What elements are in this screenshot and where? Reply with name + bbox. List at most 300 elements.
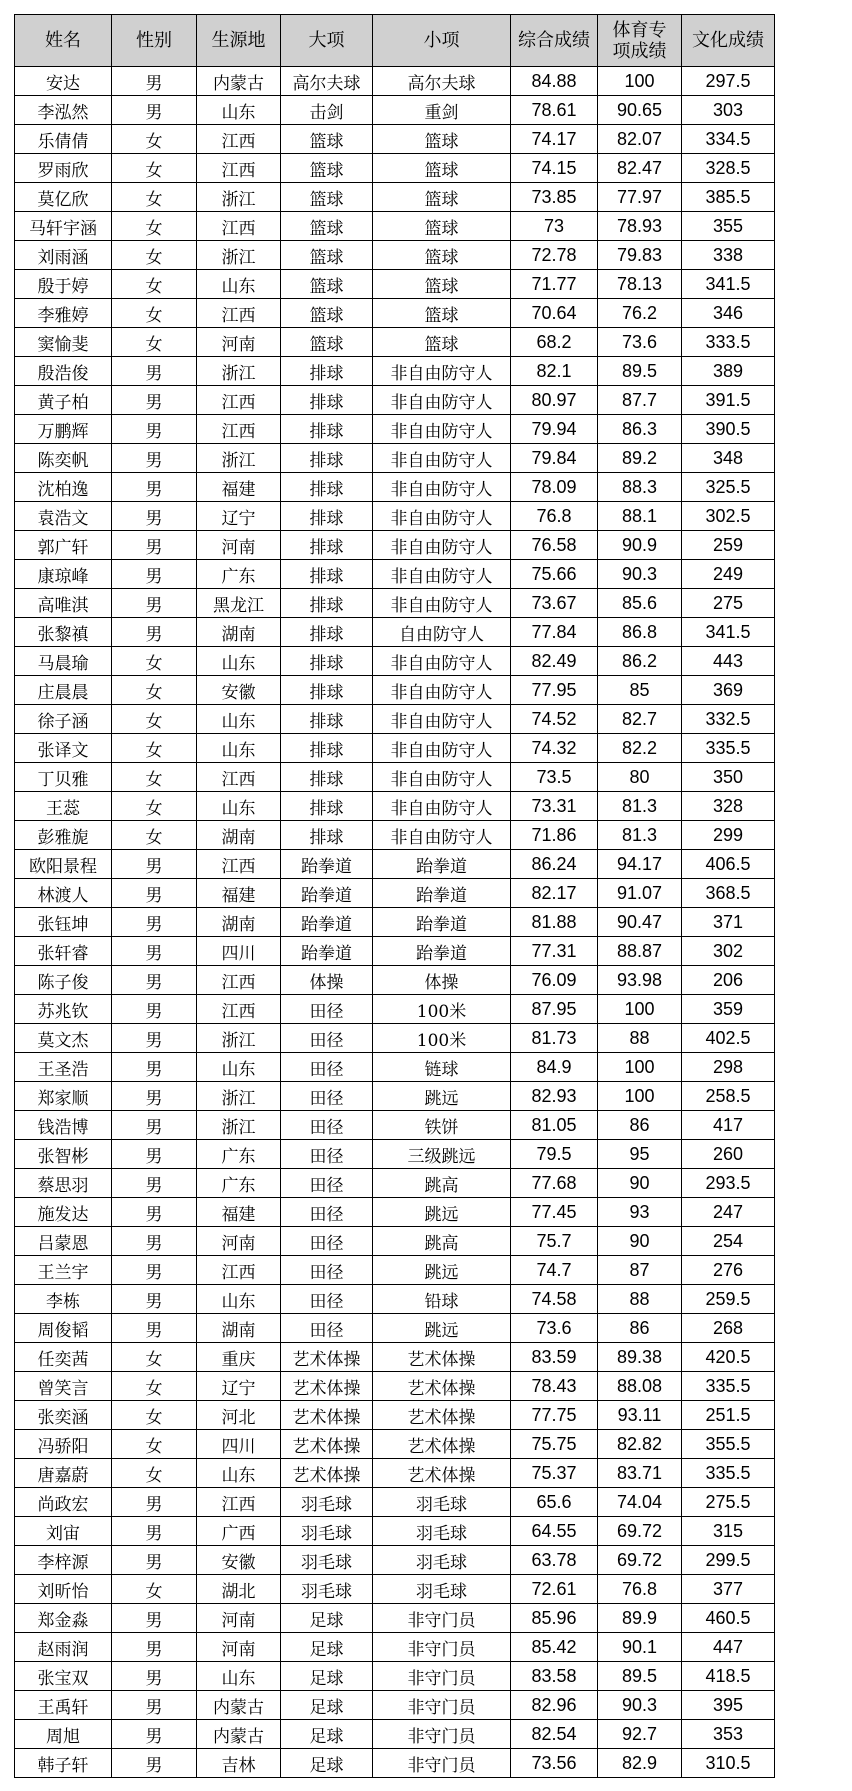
gender-cell: 男 (112, 1662, 197, 1691)
origin-cell: 江西 (197, 850, 281, 879)
name-cell: 张奕涵 (15, 1401, 112, 1430)
culture-score-cell: 369 (682, 676, 775, 705)
table-row (15, 1169, 775, 1198)
origin-cell: 山东 (197, 1459, 281, 1488)
table-row (15, 1517, 775, 1546)
sport-score-cell: 90.9 (598, 531, 682, 560)
gender-cell: 女 (112, 125, 197, 154)
sport-score-cell: 100 (598, 67, 682, 96)
name-cell: 周旭 (15, 1720, 112, 1749)
sport-score-cell: 82.7 (598, 705, 682, 734)
name-cell: 刘宙 (15, 1517, 112, 1546)
event-category-cell: 篮球 (281, 299, 373, 328)
sport-score-cell: 77.97 (598, 183, 682, 212)
table-row (15, 1372, 775, 1401)
origin-cell: 安徽 (197, 676, 281, 705)
culture-score-cell: 333.5 (682, 328, 775, 357)
gender-cell: 男 (112, 937, 197, 966)
header-overall-score: 综合成绩 (511, 15, 598, 67)
sub-event-cell: 非自由防守人 (373, 357, 511, 386)
sub-event-cell: 非自由防守人 (373, 705, 511, 734)
overall-score-cell: 84.9 (511, 1053, 598, 1082)
sub-event-cell: 非自由防守人 (373, 531, 511, 560)
sport-score-cell: 86.2 (598, 647, 682, 676)
gender-cell: 女 (112, 792, 197, 821)
table-row (15, 241, 775, 270)
origin-cell: 浙江 (197, 241, 281, 270)
culture-score-cell: 328.5 (682, 154, 775, 183)
origin-cell: 浙江 (197, 1024, 281, 1053)
origin-cell: 山东 (197, 1285, 281, 1314)
name-cell: 王禹轩 (15, 1691, 112, 1720)
origin-cell: 辽宁 (197, 1372, 281, 1401)
origin-cell: 湖南 (197, 618, 281, 647)
origin-cell: 黑龙江 (197, 589, 281, 618)
table-row (15, 299, 775, 328)
overall-score-cell: 78.43 (511, 1372, 598, 1401)
name-cell: 施发达 (15, 1198, 112, 1227)
header-culture-score: 文化成绩 (682, 15, 775, 67)
sport-score-cell: 69.72 (598, 1546, 682, 1575)
culture-score-cell: 298 (682, 1053, 775, 1082)
sport-score-cell: 82.07 (598, 125, 682, 154)
sub-event-cell: 非自由防守人 (373, 473, 511, 502)
sub-event-cell: 非自由防守人 (373, 415, 511, 444)
origin-cell: 吉林 (197, 1749, 281, 1778)
sport-score-cell: 90.1 (598, 1633, 682, 1662)
score-table (14, 14, 775, 1778)
overall-score-cell: 74.32 (511, 734, 598, 763)
event-category-cell: 排球 (281, 821, 373, 850)
culture-score-cell: 275 (682, 589, 775, 618)
origin-cell: 江西 (197, 299, 281, 328)
sport-score-cell: 80 (598, 763, 682, 792)
event-category-cell: 排球 (281, 618, 373, 647)
sport-score-cell: 90.3 (598, 560, 682, 589)
event-category-cell: 篮球 (281, 241, 373, 270)
sub-event-cell: 体操 (373, 966, 511, 995)
overall-score-cell: 72.61 (511, 1575, 598, 1604)
culture-score-cell: 355.5 (682, 1430, 775, 1459)
sub-event-cell: 三级跳远 (373, 1140, 511, 1169)
gender-cell: 男 (112, 1285, 197, 1314)
overall-score-cell: 77.45 (511, 1198, 598, 1227)
sub-event-cell: 非自由防守人 (373, 763, 511, 792)
table-row (15, 1256, 775, 1285)
sub-event-cell: 篮球 (373, 241, 511, 270)
origin-cell: 山东 (197, 792, 281, 821)
origin-cell: 江西 (197, 212, 281, 241)
name-cell: 罗雨欣 (15, 154, 112, 183)
table-row (15, 1488, 775, 1517)
name-cell: 高唯淇 (15, 589, 112, 618)
culture-score-cell: 460.5 (682, 1604, 775, 1633)
gender-cell: 女 (112, 212, 197, 241)
event-category-cell: 篮球 (281, 154, 373, 183)
sport-score-cell: 83.71 (598, 1459, 682, 1488)
table-row (15, 647, 775, 676)
culture-score-cell: 353 (682, 1720, 775, 1749)
gender-cell: 男 (112, 415, 197, 444)
table-row (15, 1082, 775, 1111)
overall-score-cell: 74.17 (511, 125, 598, 154)
table-row (15, 386, 775, 415)
sport-score-cell: 95 (598, 1140, 682, 1169)
sport-score-cell: 82.82 (598, 1430, 682, 1459)
overall-score-cell: 78.61 (511, 96, 598, 125)
event-category-cell: 篮球 (281, 183, 373, 212)
table-row (15, 966, 775, 995)
table-row (15, 618, 775, 647)
table-row (15, 67, 775, 96)
sub-event-cell: 跆拳道 (373, 908, 511, 937)
event-category-cell: 跆拳道 (281, 879, 373, 908)
culture-score-cell: 268 (682, 1314, 775, 1343)
gender-cell: 女 (112, 1459, 197, 1488)
gender-cell: 男 (112, 850, 197, 879)
overall-score-cell: 85.42 (511, 1633, 598, 1662)
overall-score-cell: 84.88 (511, 67, 598, 96)
overall-score-cell: 76.58 (511, 531, 598, 560)
table-row (15, 1720, 775, 1749)
culture-score-cell: 299 (682, 821, 775, 850)
event-category-cell: 跆拳道 (281, 908, 373, 937)
event-category-cell: 羽毛球 (281, 1575, 373, 1604)
overall-score-cell: 78.09 (511, 473, 598, 502)
gender-cell: 男 (112, 560, 197, 589)
event-category-cell: 排球 (281, 415, 373, 444)
sub-event-cell: 羽毛球 (373, 1546, 511, 1575)
gender-cell: 女 (112, 1575, 197, 1604)
sport-score-cell: 86.8 (598, 618, 682, 647)
origin-cell: 河南 (197, 1604, 281, 1633)
origin-cell: 福建 (197, 1198, 281, 1227)
gender-cell: 女 (112, 1343, 197, 1372)
table-header (15, 15, 775, 67)
overall-score-cell: 79.94 (511, 415, 598, 444)
name-cell: 彭雅旎 (15, 821, 112, 850)
gender-cell: 男 (112, 1227, 197, 1256)
name-cell: 尚政宏 (15, 1488, 112, 1517)
name-cell: 徐子涵 (15, 705, 112, 734)
culture-score-cell: 297.5 (682, 67, 775, 96)
origin-cell: 湖北 (197, 1575, 281, 1604)
name-cell: 周俊韬 (15, 1314, 112, 1343)
overall-score-cell: 74.7 (511, 1256, 598, 1285)
sport-score-cell: 88.1 (598, 502, 682, 531)
culture-score-cell: 332.5 (682, 705, 775, 734)
culture-score-cell: 377 (682, 1575, 775, 1604)
overall-score-cell: 77.84 (511, 618, 598, 647)
sub-event-cell: 跆拳道 (373, 879, 511, 908)
sport-score-cell: 93.98 (598, 966, 682, 995)
origin-cell: 浙江 (197, 1111, 281, 1140)
origin-cell: 江西 (197, 154, 281, 183)
gender-cell: 男 (112, 879, 197, 908)
culture-score-cell: 385.5 (682, 183, 775, 212)
origin-cell: 江西 (197, 966, 281, 995)
header-sub-event: 小项 (373, 15, 511, 67)
culture-score-cell: 391.5 (682, 386, 775, 415)
name-cell: 郭广轩 (15, 531, 112, 560)
event-category-cell: 田径 (281, 1285, 373, 1314)
overall-score-cell: 82.54 (511, 1720, 598, 1749)
gender-cell: 男 (112, 1720, 197, 1749)
sub-event-cell: 重剑 (373, 96, 511, 125)
origin-cell: 河南 (197, 1633, 281, 1662)
sport-score-cell: 73.6 (598, 328, 682, 357)
sub-event-cell: 篮球 (373, 183, 511, 212)
table-row (15, 937, 775, 966)
gender-cell: 男 (112, 1749, 197, 1778)
table-row (15, 763, 775, 792)
name-cell: 任奕茜 (15, 1343, 112, 1372)
overall-score-cell: 79.84 (511, 444, 598, 473)
sport-score-cell: 86 (598, 1111, 682, 1140)
origin-cell: 江西 (197, 763, 281, 792)
table-row (15, 850, 775, 879)
origin-cell: 重庆 (197, 1343, 281, 1372)
table-row (15, 1140, 775, 1169)
event-category-cell: 田径 (281, 1227, 373, 1256)
name-cell: 赵雨润 (15, 1633, 112, 1662)
gender-cell: 男 (112, 1314, 197, 1343)
event-category-cell: 足球 (281, 1604, 373, 1633)
name-cell: 王圣浩 (15, 1053, 112, 1082)
table-row (15, 792, 775, 821)
culture-score-cell: 303 (682, 96, 775, 125)
sport-score-cell: 88 (598, 1024, 682, 1053)
table-row (15, 589, 775, 618)
event-category-cell: 排球 (281, 705, 373, 734)
event-category-cell: 体操 (281, 966, 373, 995)
sub-event-cell: 非自由防守人 (373, 676, 511, 705)
gender-cell: 男 (112, 473, 197, 502)
origin-cell: 河南 (197, 328, 281, 357)
table-row (15, 1459, 775, 1488)
sport-score-cell: 90.65 (598, 96, 682, 125)
sport-score-cell: 82.2 (598, 734, 682, 763)
sub-event-cell: 跳远 (373, 1256, 511, 1285)
name-cell: 刘昕怡 (15, 1575, 112, 1604)
gender-cell: 女 (112, 1372, 197, 1401)
gender-cell: 男 (112, 357, 197, 386)
name-cell: 冯骄阳 (15, 1430, 112, 1459)
table-row (15, 531, 775, 560)
sub-event-cell: 非自由防守人 (373, 589, 511, 618)
event-category-cell: 跆拳道 (281, 937, 373, 966)
event-category-cell: 排球 (281, 734, 373, 763)
table-row (15, 821, 775, 850)
table-row (15, 1285, 775, 1314)
header-name: 姓名 (15, 15, 112, 67)
name-cell: 钱浩博 (15, 1111, 112, 1140)
sub-event-cell: 艺术体操 (373, 1459, 511, 1488)
sub-event-cell: 非自由防守人 (373, 821, 511, 850)
table-row (15, 1024, 775, 1053)
culture-score-cell: 447 (682, 1633, 775, 1662)
culture-score-cell: 335.5 (682, 1459, 775, 1488)
culture-score-cell: 359 (682, 995, 775, 1024)
overall-score-cell: 73.85 (511, 183, 598, 212)
sub-event-cell: 非守门员 (373, 1720, 511, 1749)
sport-score-cell: 69.72 (598, 1517, 682, 1546)
table-row (15, 1111, 775, 1140)
event-category-cell: 排球 (281, 647, 373, 676)
culture-score-cell: 299.5 (682, 1546, 775, 1575)
overall-score-cell: 74.15 (511, 154, 598, 183)
gender-cell: 男 (112, 1198, 197, 1227)
origin-cell: 浙江 (197, 183, 281, 212)
gender-cell: 男 (112, 618, 197, 647)
origin-cell: 江西 (197, 995, 281, 1024)
overall-score-cell: 82.17 (511, 879, 598, 908)
event-category-cell: 羽毛球 (281, 1546, 373, 1575)
name-cell: 陈奕帆 (15, 444, 112, 473)
sub-event-cell: 铅球 (373, 1285, 511, 1314)
origin-cell: 福建 (197, 879, 281, 908)
sub-event-cell: 跳高 (373, 1169, 511, 1198)
name-cell: 丁贝雅 (15, 763, 112, 792)
event-category-cell: 排球 (281, 560, 373, 589)
event-category-cell: 田径 (281, 1256, 373, 1285)
overall-score-cell: 64.55 (511, 1517, 598, 1546)
origin-cell: 湖南 (197, 908, 281, 937)
sub-event-cell: 100米 (373, 1024, 511, 1053)
event-category-cell: 田径 (281, 1140, 373, 1169)
gender-cell: 男 (112, 1633, 197, 1662)
overall-score-cell: 76.09 (511, 966, 598, 995)
event-category-cell: 足球 (281, 1662, 373, 1691)
name-cell: 王兰宇 (15, 1256, 112, 1285)
sport-score-cell: 88.87 (598, 937, 682, 966)
gender-cell: 男 (112, 386, 197, 415)
culture-score-cell: 310.5 (682, 1749, 775, 1778)
sub-event-cell: 非守门员 (373, 1662, 511, 1691)
origin-cell: 内蒙古 (197, 1691, 281, 1720)
overall-score-cell: 74.52 (511, 705, 598, 734)
overall-score-cell: 75.75 (511, 1430, 598, 1459)
overall-score-cell: 76.8 (511, 502, 598, 531)
gender-cell: 男 (112, 1517, 197, 1546)
culture-score-cell: 249 (682, 560, 775, 589)
origin-cell: 四川 (197, 937, 281, 966)
sport-score-cell: 90.47 (598, 908, 682, 937)
sub-event-cell: 非自由防守人 (373, 386, 511, 415)
culture-score-cell: 328 (682, 792, 775, 821)
table-row (15, 995, 775, 1024)
culture-score-cell: 302.5 (682, 502, 775, 531)
name-cell: 庄晨晨 (15, 676, 112, 705)
sport-score-cell: 82.47 (598, 154, 682, 183)
table-row (15, 1604, 775, 1633)
sub-event-cell: 篮球 (373, 270, 511, 299)
gender-cell: 女 (112, 734, 197, 763)
sport-score-cell: 89.5 (598, 357, 682, 386)
gender-cell: 女 (112, 241, 197, 270)
event-category-cell: 排球 (281, 473, 373, 502)
table-row (15, 1343, 775, 1372)
culture-score-cell: 325.5 (682, 473, 775, 502)
event-category-cell: 田径 (281, 1053, 373, 1082)
culture-score-cell: 350 (682, 763, 775, 792)
origin-cell: 河南 (197, 1227, 281, 1256)
sport-score-cell: 86.3 (598, 415, 682, 444)
sub-event-cell: 跳远 (373, 1198, 511, 1227)
table-row (15, 328, 775, 357)
sub-event-cell: 羽毛球 (373, 1517, 511, 1546)
sport-score-cell: 74.04 (598, 1488, 682, 1517)
header-gender: 性别 (112, 15, 197, 67)
table-row (15, 444, 775, 473)
culture-score-cell: 348 (682, 444, 775, 473)
name-cell: 马轩宇涵 (15, 212, 112, 241)
origin-cell: 福建 (197, 473, 281, 502)
sport-score-cell: 89.9 (598, 1604, 682, 1633)
header-event-category: 大项 (281, 15, 373, 67)
event-category-cell: 艺术体操 (281, 1401, 373, 1430)
sport-score-cell: 78.93 (598, 212, 682, 241)
table-row (15, 1053, 775, 1082)
origin-cell: 江西 (197, 386, 281, 415)
name-cell: 窦愉斐 (15, 328, 112, 357)
sub-event-cell: 羽毛球 (373, 1575, 511, 1604)
culture-score-cell: 406.5 (682, 850, 775, 879)
overall-score-cell: 70.64 (511, 299, 598, 328)
culture-score-cell: 420.5 (682, 1343, 775, 1372)
gender-cell: 男 (112, 908, 197, 937)
overall-score-cell: 80.97 (511, 386, 598, 415)
name-cell: 王蕊 (15, 792, 112, 821)
sub-event-cell: 100米 (373, 995, 511, 1024)
overall-score-cell: 73.31 (511, 792, 598, 821)
sub-event-cell: 自由防守人 (373, 618, 511, 647)
culture-score-cell: 395 (682, 1691, 775, 1720)
overall-score-cell: 82.96 (511, 1691, 598, 1720)
origin-cell: 四川 (197, 1430, 281, 1459)
sport-score-cell: 100 (598, 995, 682, 1024)
sport-score-cell: 93.11 (598, 1401, 682, 1430)
overall-score-cell: 82.93 (511, 1082, 598, 1111)
overall-score-cell: 73.6 (511, 1314, 598, 1343)
table-row (15, 1546, 775, 1575)
origin-cell: 湖南 (197, 1314, 281, 1343)
sub-event-cell: 艺术体操 (373, 1372, 511, 1401)
overall-score-cell: 83.58 (511, 1662, 598, 1691)
name-cell: 张轩睿 (15, 937, 112, 966)
event-category-cell: 足球 (281, 1691, 373, 1720)
overall-score-cell: 73 (511, 212, 598, 241)
name-cell: 万鹏辉 (15, 415, 112, 444)
name-cell: 莫亿欣 (15, 183, 112, 212)
overall-score-cell: 83.59 (511, 1343, 598, 1372)
event-category-cell: 高尔夫球 (281, 67, 373, 96)
name-cell: 韩子轩 (15, 1749, 112, 1778)
origin-cell: 广东 (197, 1140, 281, 1169)
sub-event-cell: 篮球 (373, 212, 511, 241)
origin-cell: 浙江 (197, 357, 281, 386)
overall-score-cell: 82.49 (511, 647, 598, 676)
event-category-cell: 篮球 (281, 125, 373, 154)
gender-cell: 女 (112, 183, 197, 212)
table-row (15, 879, 775, 908)
name-cell: 曾笑言 (15, 1372, 112, 1401)
sport-score-cell: 88 (598, 1285, 682, 1314)
table-row (15, 1749, 775, 1778)
event-category-cell: 羽毛球 (281, 1488, 373, 1517)
name-cell: 郑金淼 (15, 1604, 112, 1633)
name-cell: 殷于婷 (15, 270, 112, 299)
